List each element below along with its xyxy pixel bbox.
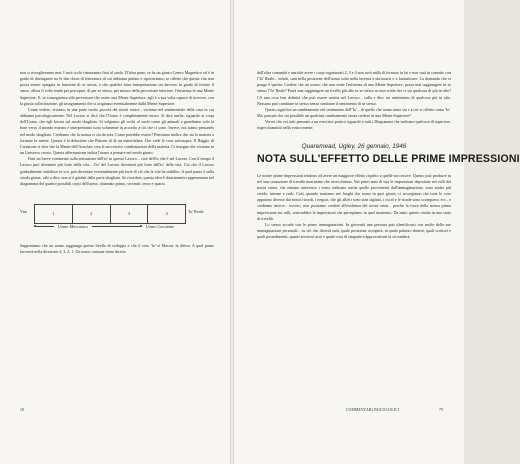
diagram-boxes [34,204,186,224]
left-paragraph: Supponiamo che un uomo raggiunga questo livello di sviluppo e che il vero 'Io' si Macon: la difesa. A quel punto lavorerà nella direzione 4, 3, 2, 1. Un uomo comune viene diretto [20,242,214,255]
diagram-bottom-left-label: Uomo Meccanico [58,223,88,229]
page-number-left: 18 [20,408,25,412]
right-paragraph: Le nostre prime impressioni tendono ad avere un maggiore effetto rispetto a quelle successive. Questo può produrre in noi una sensazione di irrealtà man mano che invecchiamo. Nei primi anni di vita le impressioni depositate nei rulli dei nostri centri, che entrano attraverso i sensi, indicano anche quelle provenienti dall'immaginazione, sono molto più vivide, intense e reali. Così, quando torniamo nei luoghi che erano in quei giorni, ci accorgiamo che tutte le cose appaiono diverse dai nostri ricordi, i negozi, che gli alberi sono stati tagliati, i ricoli e le strade sono scomparse, ecc., e crediamo invece... ovvero, non possiamo credere all'evidenza dei nostri sensi... perché la forza della nostra prima impressione sui rulli, contraddice le impressioni che percepiamo in quel momento. Da tanto questo risulta in uno stato di irrealtà. [257,172,451,221]
diagram-box: 4 [165,211,168,217]
diagram-box: 1 [35,205,73,223]
running-footer-title: COMMENTARI PSICOLOGICI [346,408,400,412]
diagram-right-label: 'Io' Reale [188,208,204,214]
right-paragraph: Questo significa un cambiamento nel sentimento dell''Io'... di quello che uomo sente sia e a cui vi riflette come 'Io'. Ma, pensate che sia possibile un qualsiasi cambiamento senza credere in una Mente Superiore? [257,106,451,119]
left-paragraph: Come vedete, viviamo in una parte molto piccola dei nostri centri... viviamo nel sentimentale della casa in cui abbiamo psicologicamente. Nel Lavoro si dice che l'Uomo è completamente errato. Si dice anche, riguardo ai corpi dell'Uomo, che egli lavora sul modo sbagliato. Si volgiamo gli occhi al suolo come gli animali e guardiamo solo la base verso il mondo esterno e interpretiamo tutto solamente in accordo a ciò che ci sono. Invece, noi siamo pensando nel modo sbagliato. Crediamo che la natura ci sia da sola. Come potrebbe essere? Pensiamo inoltre che sia la materia a formare la mente. Questa è la delusione che Platone di di un materialista. Che vede le cose sottosopra. Il Raggio di Creazione ci dice che la Mente dell'Assoluto crea le successive condensazioni della materia. Ci insegna che viviamo in un Universo creato. Questa affermazione indica l'uomo a pensare nel modo giusto. [20,106,214,156]
left-page [20,70,214,255]
entry-title: NOTA SULL'EFFETTO DELLE PRIME IMPRESSIONI [257,152,520,165]
diagram-arrow-right [92,226,142,227]
right-page [257,70,520,240]
book-gutter [230,0,234,464]
diagram-left-label: Vita [20,208,27,214]
four-bodies-diagram [20,195,214,239]
left-paragraph: Fatti un breve commento sulla sensazione dell'io' in questo Lavoro... cioè dell'io che è nel Lavoro. Con il tempo il Lavoro può diventare più forte della vita... l'io' del Lavoro diventerà più forte dell'io' della vita. Ciò che il Lavoro gradualmente stabilisce in voi, può diventare eventualmente più forte di ciò che la vita ha stabilito. A quel punto è sulla strada giusta, vale a dire, non si è guidati dalla parte sbagliata. Se ricordate, questa idea è chiaramente rappresentata nel diagramma del quattro possibili corpi dell'uomo, chiamato primo, secondo, terzo e quarto. [20,156,214,186]
right-paragraph: Lo stesso accade con le prime immaginazioni. In gioventù una persona può identificarsi con molte delle sue immaginazioni personali... su ciò che diverrà sarà, quale posizione occuperà, in quale palazzo abiterà, quali scrittori e quali possedimenti, quanti servitori avrà e quale cosa di simpatie e approvazione la circonderà. [257,221,451,240]
right-paragraph: Vorrei che voi tutti pensaste a un esercizio pratico riguardo a tutti i Diagrammi che indicano qualcosa di superiore, rispecchiandoli nella vostra mente. [257,119,451,131]
left-paragraph: non si risveglieranno mai. I suoi occhi rimarranno fissi al suolo. D'altra parte, se ha un giusto Centro Magnetico ed è in grado di distinguere tra le due classi di letteratura di cui abbiamo parlato e riporteranno, se riflette che questa vita non possa essere spiegata in funzione di se stessa, e che qualche altra interpretazione sia davvero in grado di fornire il senso, allora il volto tenda per percepire, di per se stesso, per mezzo della percezione interiore, l'esistenza di una Mente Superiore. E, in conseguenza alla percezione che esiste una Mente Superiore, egli è a sua volta capace di ricevere, con la giusta sollecitazione, gli insegnamenti che si originano eventualmente dalla Mente Superiore. [20,70,214,106]
diagram-box: 3 [111,205,149,223]
entry-date: Quaremead, Ugley, 26 gennaio, 1946 [301,142,407,150]
page-number-right: 79 [439,408,444,412]
diagram-bottom-right-label: Uomo Cosciente [146,223,175,229]
diagram-arrow-left [34,226,54,227]
right-paragraph: dall'altra comunità e anziché avere i corpi organizzati 2, 3 e 4 non avrà nulla di formato in lui e non sarà in contatto con l''Io' Reale... infatti, sarà nella posizione dell'uomo sotto nella taverna a ubriacarsi e a fantasticare. La domanda che vi pongo è questa: Credete che un uomo, che non sente l'esistenza di una Mente Superiore, possa mai raggiungere in se stesso l''Io' Reale? Potrà mai raggiungere un livello più alto in se stesso se non crede che ci sia qualcosa di più in alto? C'è una cosa ben definita che può essere sentita nel Lavoro... sulla e dire, un sentimento di qualcosa più in alto. Nessuno può cambiare se stesso senza cambiare il sentimento di se stesso. [257,70,451,106]
diagram-box: 2 [73,205,111,223]
